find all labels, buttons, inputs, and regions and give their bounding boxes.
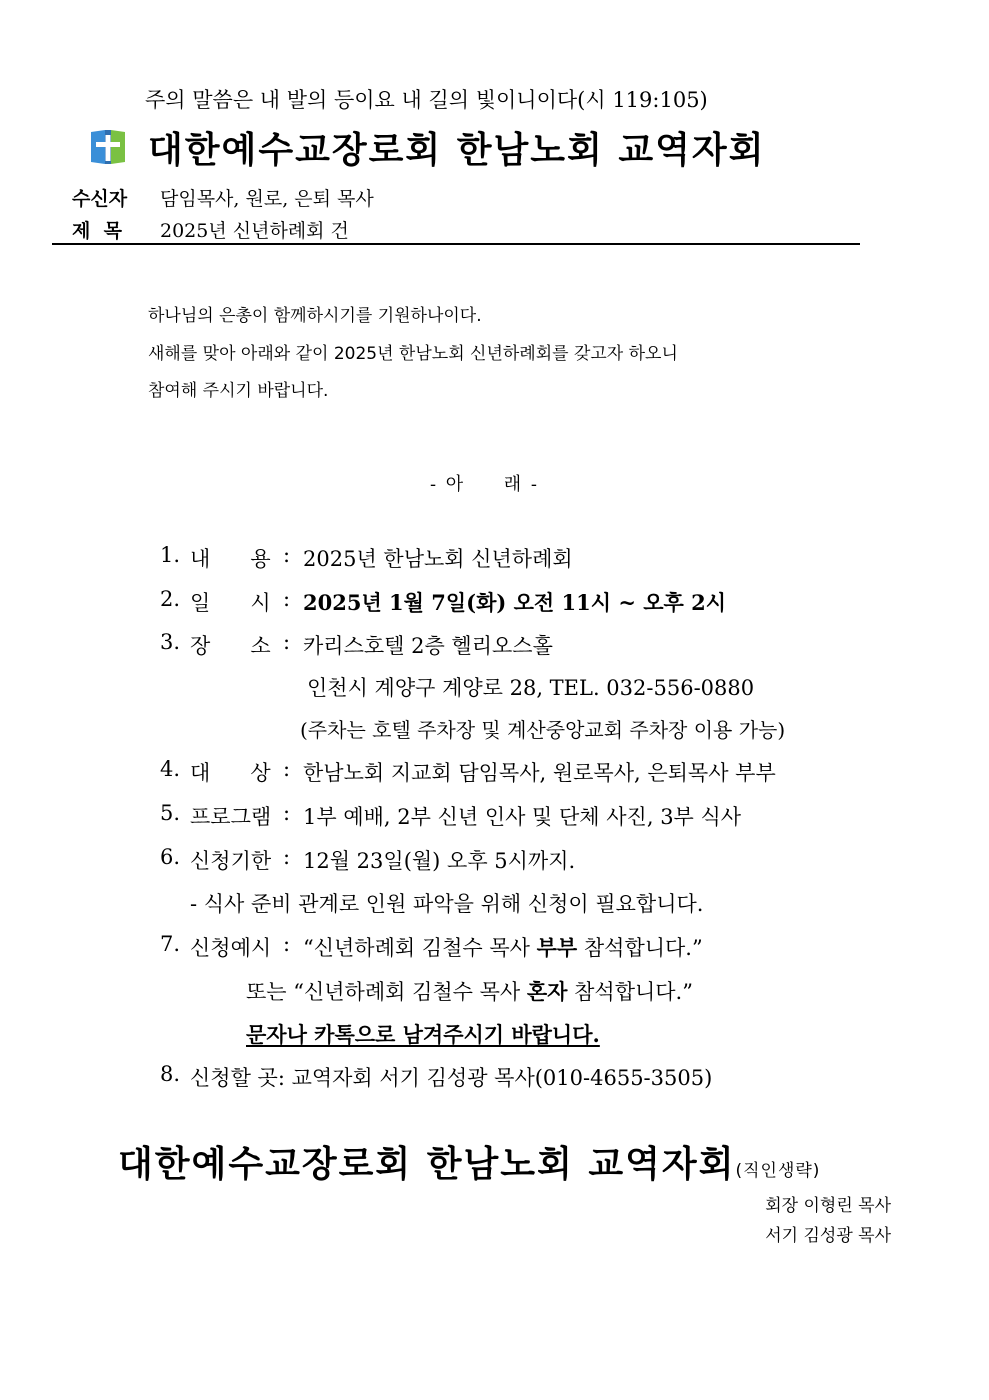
bible-verse: 주의 말씀은 내 발의 등이요 내 길의 빛이니이다(시 119:105) bbox=[145, 88, 708, 112]
signature-secretary: 서기 김성광 목사 bbox=[765, 1226, 891, 1246]
item-label-place: 장 소 bbox=[190, 634, 271, 658]
item-value-deadline: 12월 23일(월) 오후 5시까지. bbox=[303, 849, 576, 873]
item-colon: : bbox=[283, 845, 291, 869]
example-alternative bbox=[246, 976, 693, 1006]
alt-text-bold: 혼자 bbox=[526, 979, 568, 1004]
alt-text-post: 참석합니다.” bbox=[567, 980, 693, 1004]
intro-line-2: 새해를 맞아 아래와 같이 2025년 한남노회 신년하례회를 갖고자 하오니 bbox=[148, 344, 678, 364]
item-label-target: 대 상 bbox=[190, 761, 271, 785]
below-heading: - 아 래 - bbox=[430, 474, 539, 495]
deadline-note: - 식사 준비 관계로 인원 파악을 위해 신청이 필요합니다. bbox=[190, 892, 704, 916]
item-label-deadline: 신청기한 bbox=[190, 849, 272, 873]
recipient-value: 담임목사, 원로, 은퇴 목사 bbox=[160, 188, 374, 210]
example-instruction: 문자나 카톡으로 남겨주시기 바랍니다. bbox=[246, 1022, 600, 1047]
seal-omitted-note: (직인생략) bbox=[735, 1161, 821, 1181]
item-number: 6. bbox=[160, 845, 181, 869]
example-text-pre: “신년하례회 김철수 목사 bbox=[303, 936, 537, 960]
item-colon: : bbox=[283, 630, 291, 654]
item-colon: : bbox=[283, 932, 291, 956]
item-value-program: 1부 예배, 2부 신년 인사 및 단체 사진, 3부 식사 bbox=[303, 805, 742, 829]
item-number: 8. bbox=[160, 1062, 181, 1086]
signature-president: 회장 이형린 목사 bbox=[765, 1196, 891, 1216]
item-number: 3. bbox=[160, 630, 181, 654]
item-label-content: 내 용 bbox=[190, 547, 271, 571]
header-divider bbox=[52, 243, 860, 245]
example-text-bold: 부부 bbox=[536, 935, 578, 960]
intro-line-1: 하나님의 은총이 함께하시기를 기원하나이다. bbox=[148, 306, 482, 326]
item-label-program: 프로그램 bbox=[190, 805, 272, 829]
item-number: 4. bbox=[160, 757, 181, 781]
item-number: 2. bbox=[160, 587, 181, 611]
item-number: 1. bbox=[160, 543, 181, 567]
item-number: 5. bbox=[160, 801, 181, 825]
example-text-post: 참석합니다.” bbox=[577, 936, 703, 960]
footer-org-name: 대한예수교장로회 한남노회 교역자회 bbox=[118, 1144, 736, 1185]
item-value-place: 카리스호텔 2층 헬리오스홀 bbox=[303, 634, 553, 658]
cross-logo-icon bbox=[91, 130, 125, 164]
item-value-content: 2025년 한남노회 신년하례회 bbox=[303, 547, 573, 571]
item-colon: : bbox=[283, 587, 291, 611]
place-parking-note: (주차는 호텔 주차장 및 계산중앙교회 주차장 이용 가능) bbox=[300, 718, 786, 742]
item-label-datetime: 일 시 bbox=[190, 591, 271, 615]
item-colon: : bbox=[283, 543, 291, 567]
alt-text-pre: 또는 “신년하례회 김철수 목사 bbox=[246, 980, 527, 1004]
footer-organization bbox=[118, 1136, 820, 1187]
item-label-example: 신청예시 bbox=[190, 936, 272, 960]
item-number: 7. bbox=[160, 932, 181, 956]
subject-label: 제 목 bbox=[72, 220, 122, 242]
recipient-label: 수신자 bbox=[72, 188, 128, 210]
subject-value: 2025년 신년하례회 건 bbox=[160, 220, 349, 242]
item-value-datetime: 2025년 1월 7일(화) 오전 11시 ~ 오후 2시 bbox=[303, 590, 727, 615]
item-colon: : bbox=[283, 757, 291, 781]
item-colon: : bbox=[283, 801, 291, 825]
item-value-contact: 신청할 곳: 교역자회 서기 김성광 목사(010-4655-3505) bbox=[190, 1066, 713, 1090]
document-title: 대한예수교장로회 한남노회 교역자회 bbox=[148, 130, 766, 171]
intro-line-3: 참여해 주시기 바랍니다. bbox=[148, 381, 329, 401]
place-address: 인천시 계양구 계양로 28, TEL. 032-556-0880 bbox=[307, 676, 755, 700]
item-value-target: 한남노회 지교회 담임목사, 원로목사, 은퇴목사 부부 bbox=[303, 761, 776, 785]
item-value-example bbox=[303, 932, 703, 962]
